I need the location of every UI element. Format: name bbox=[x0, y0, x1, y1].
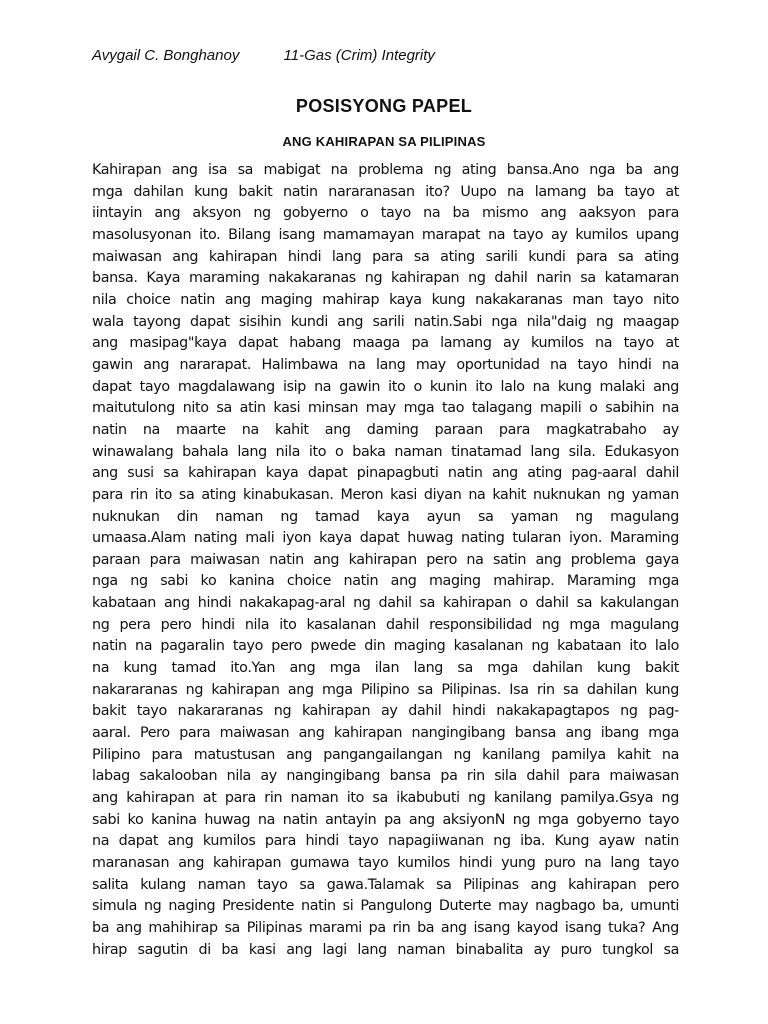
body-line: dapat tayo magdalawang isip na gawin ito o kunin ito lalo na kung malaki ang bbox=[92, 378, 679, 395]
body-line: masolusyonan ito. Bilang isang mamamayan marapat na tayo ay kumilos upang bbox=[92, 226, 679, 243]
body-line: ang kahirapan at para rin naman ito sa ikabubuti ng kanilang pamilya.Gsya ng bbox=[92, 790, 679, 807]
body-line: ang susi sa kahirapan kaya dapat pinapagbuti natin ang ating pag-aaral dahil bbox=[92, 465, 679, 482]
body-line: para rin ito sa ating kinabukasan. Meron kasi diyan na kahit nuknukan ng yaman bbox=[92, 486, 679, 503]
body-line: sabi ko kanina huwag na natin antayin pa ang aksiyonN ng mga gobyerno tayo bbox=[92, 811, 679, 828]
body-line: bakit tayo nakararanas ng kahirapan ay dahil hindi nakakapagtapos ng pag- bbox=[92, 703, 679, 720]
document-title: POSISYONG PAPEL bbox=[295, 96, 473, 116]
body-line: maiwasan ang kahirapan hindi lang para sa ating sarili kundi para sa ating bbox=[92, 248, 679, 265]
body-line: ba ang mahihirap sa Pilipinas marami pa rin ba ang isang kayod isang tuka? Ang bbox=[92, 919, 679, 936]
body-line: winawalang bahala lang nila ito o baka naman tinatamad lang sila. Edukasyon bbox=[92, 443, 679, 460]
author-name: Avygail C. Bonghanoy bbox=[92, 47, 240, 64]
body-line: Pilipino para matustusan ang pangangailangan ng kanilang pamilya kahit na bbox=[92, 746, 679, 763]
body-paragraph bbox=[92, 160, 679, 961]
body-line: ng pera pero hindi nila ito kasalanan dahil responsibilidad ng mga magulang bbox=[92, 616, 679, 633]
body-line: na dapat ang kumilos para hindi tayo napagiiwanan ng iba. Kung ayaw natin bbox=[92, 833, 679, 850]
body-line: nuknukan din naman ng tamad kaya ayun sa yaman ng magulang bbox=[92, 508, 679, 525]
body-line: salita kulang naman tayo sa gawa.Talamak sa Pilipinas ang kahirapan pero bbox=[92, 876, 679, 893]
body-line: simula ng naging Presidente natin si Pangulong Duterte may nagbago ba, umunti bbox=[92, 898, 679, 915]
body-line: natin na pagaralin tayo pero pwede din maging kasalanan ng kabataan ito lalo bbox=[92, 638, 679, 655]
body-line: nakararanas ng kahirapan ang mga Pilipino sa Pilipinas. Isa rin sa dahilan kung bbox=[92, 681, 679, 698]
author-header bbox=[92, 47, 435, 64]
body-line: iintayin ang aksyon ng gobyerno o tayo na ba mismo ang aaksyon para bbox=[92, 205, 679, 222]
body-line: nila choice natin ang maging mahirap kaya kung nakakaranas man tayo nito bbox=[92, 291, 679, 308]
body-line: Kahirapan ang isa sa mabigat na problema ng ating bansa.Ano nga ba ang bbox=[92, 162, 679, 178]
body-line: labag sakalooban nila ay nangingibang bansa pa rin sila dahil para maiwasan bbox=[92, 768, 679, 785]
body-line: na kung tamad ito.Yan ang mga ilan lang sa mga dahilan kung bakit bbox=[92, 660, 679, 677]
body-line: bansa. Kaya maraming nakakaranas ng kahirapan ng dahil narin sa katamaran bbox=[92, 270, 679, 287]
body-line: mga dahilan kung bakit natin nararanasan ito? Uupo na lamang ba tayo at bbox=[92, 183, 679, 200]
body-line: kabataan ang hindi nakakapag-aral ng dahil sa kahirapan o dahil sa kakulangan bbox=[92, 595, 679, 612]
body-line: gawin ang nararapat. Halimbawa na lang may oportunidad na tayo hindi na bbox=[92, 356, 679, 373]
body-line: maitutulong nito sa atin kasi minsan may mga tao talagang mapili o sabihin na bbox=[92, 400, 679, 417]
body-line: wala tayong dapat sisihin kundi ang sarili natin.Sabi nga nila"daig ng maagap bbox=[92, 313, 679, 330]
class-section: 11-Gas (Crim) Integrity bbox=[283, 47, 435, 64]
body-line: paraan para maiwasan natin ang kahirapan pero na satin ang problema gaya bbox=[92, 551, 679, 568]
body-line: natin na maarte na kahit ang daming paraan para magkatrabaho ay bbox=[92, 421, 679, 438]
body-line: nga ng sabi ko kanina choice natin ang maging mahirap. Maraming mga bbox=[92, 573, 679, 590]
body-line: aaral. Pero para maiwasan ang kahirapan nangingibang bansa ang ibang mga bbox=[92, 725, 679, 742]
body-line: hirap sagutin di ba kasi ang lagi lang naman binabalita ay puro tungkol sa bbox=[92, 941, 679, 958]
body-line: ang masipag"kaya dapat habang maaga pa lamang ay kumilos na tayo at bbox=[92, 335, 679, 352]
body-line: maranasan ang kahirapan gumawa tayo kumilos hindi yung puro na lang tayo bbox=[92, 855, 679, 871]
document-subtitle: ANG KAHIRAPAN SA PILIPINAS bbox=[282, 134, 486, 149]
body-line: umaasa.Alam nating mali iyon kaya dapat huwag nating tularan iyon. Maraming bbox=[92, 530, 679, 547]
